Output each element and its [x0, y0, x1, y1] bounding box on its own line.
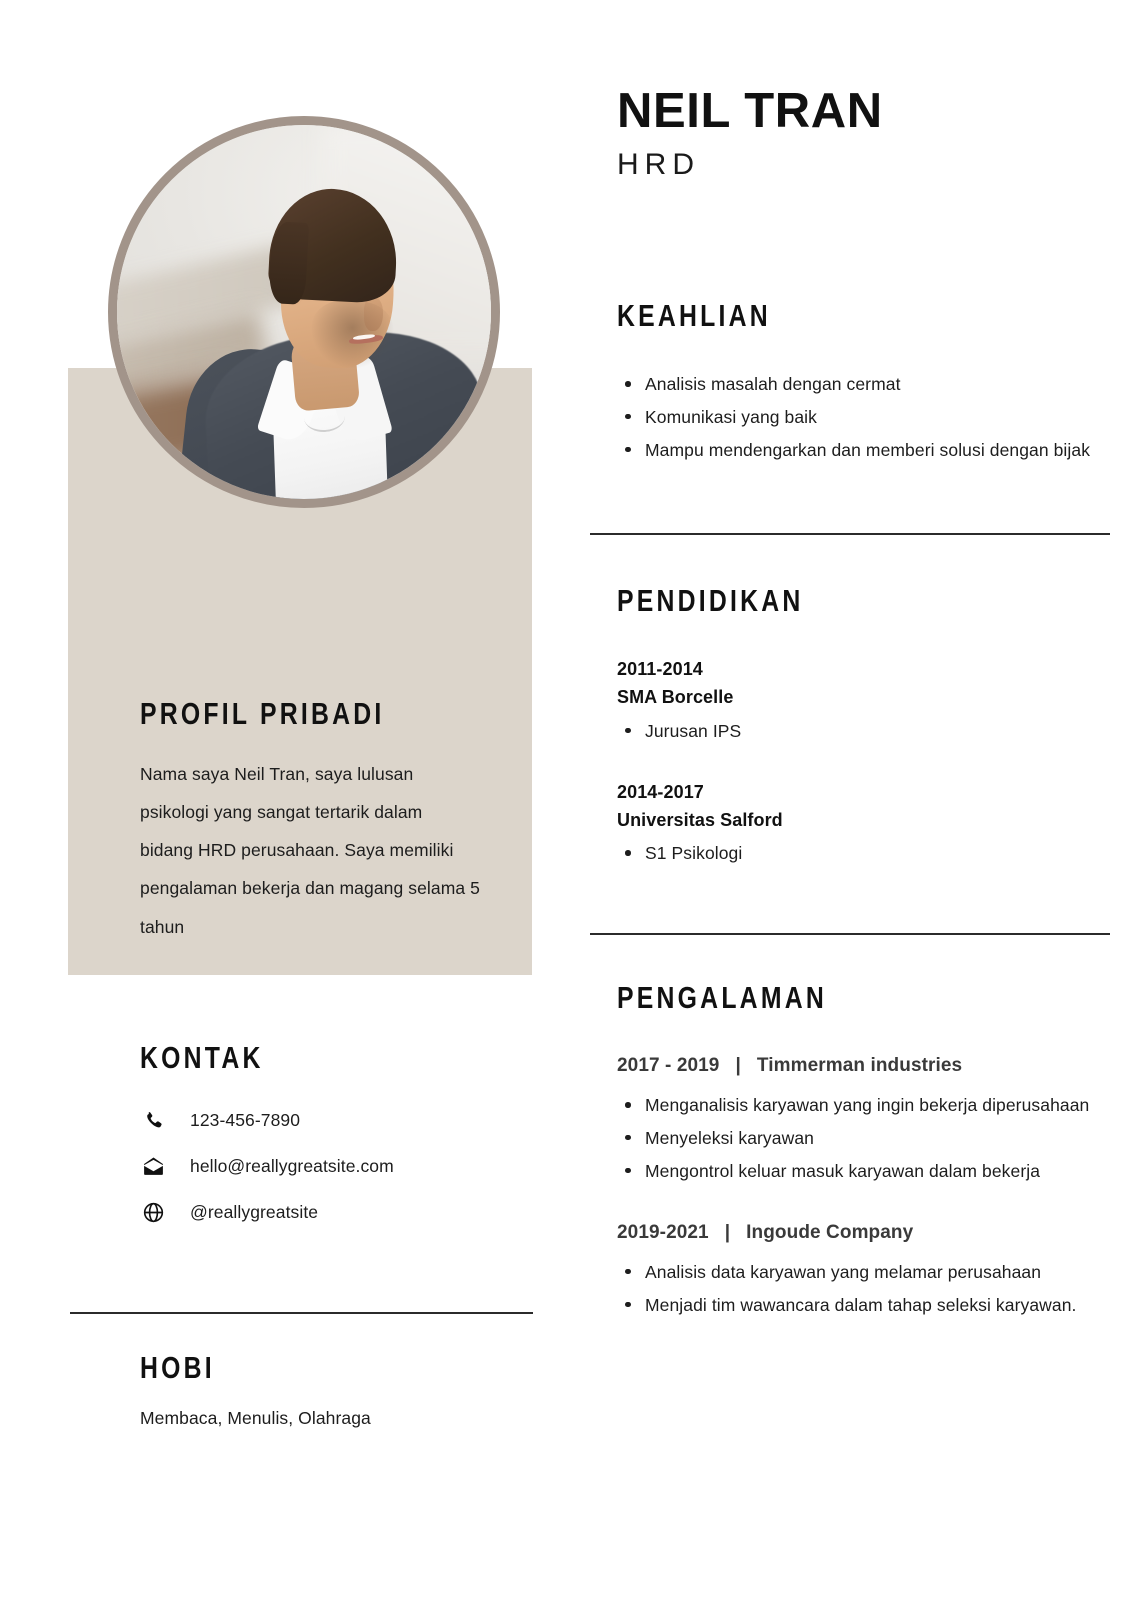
contact-section: [140, 1042, 520, 1245]
education-school: Universitas Salford: [617, 809, 783, 830]
list-item: [617, 779, 1117, 869]
experience-separator: |: [735, 1055, 741, 1076]
profile-description: Nama saya Neil Tran, saya lulusan psikologi yang sangat tertarik dalam bidang HRD perusahaan. Saya memiliki pengalaman bekerja dan magang selama 5 tahun: [140, 764, 480, 937]
avatar: [108, 116, 500, 508]
contact-item-phone[interactable]: [140, 1107, 520, 1133]
education-school: SMA Borcelle: [617, 686, 734, 707]
list-item: Komunikasi yang baik: [617, 403, 1117, 432]
list-item: Jurusan IPS: [617, 717, 1117, 746]
list-item: [617, 656, 1117, 746]
experience-detail-list: [617, 1091, 1117, 1186]
experience-entries: [617, 1055, 1117, 1319]
page-title: [617, 85, 883, 182]
list-item: Mampu mendengarkan dan memberi solusi dengan bijak: [617, 436, 1117, 465]
experience-company: Timmerman industries: [756, 1055, 963, 1076]
section-divider-skills-education: [590, 533, 1110, 535]
phone-icon: [140, 1107, 166, 1133]
experience-section: [617, 982, 1117, 1323]
profile-section: [140, 698, 480, 946]
portrait-photo: [117, 125, 491, 499]
list-item: Mengontrol keluar masuk karyawan dalam bekerja: [617, 1157, 1117, 1186]
section-divider-education-experience: [590, 933, 1110, 935]
list-item: Analisis data karyawan yang melamar perusahaan: [617, 1258, 1117, 1287]
contact-website-value: @reallygreatsite: [190, 1201, 319, 1222]
contact-list: [140, 1107, 520, 1225]
photo-nose: [364, 297, 383, 331]
hobby-section: [140, 1352, 520, 1429]
list-item: S1 Psikologi: [617, 839, 1117, 868]
contact-phone-value: 123-456-7890: [190, 1109, 301, 1130]
skills-section: [617, 300, 1117, 469]
contact-email-value: hello@reallygreatsite.com: [190, 1155, 394, 1176]
education-years: 2011-2014: [617, 659, 703, 679]
experience-header: [617, 1222, 1117, 1244]
education-section: [617, 585, 1117, 872]
profile-section-title: PROFIL PRIBADI: [140, 696, 385, 731]
list-item: Menganalisis karyawan yang ingin bekerja diperusahaan: [617, 1091, 1117, 1120]
list-item: Menyeleksi karyawan: [617, 1124, 1117, 1153]
hobby-list: Membaca, Menulis, Olahraga: [140, 1408, 371, 1428]
right-column: [560, 0, 1131, 1600]
education-section-title: PENDIDIKAN: [617, 583, 804, 618]
education-detail-list: [617, 839, 1117, 868]
globe-icon: [140, 1199, 166, 1225]
experience-years: 2017 - 2019: [617, 1055, 720, 1076]
education-years: 2014-2017: [617, 781, 704, 802]
list-item: [617, 1055, 1117, 1186]
experience-detail-list: [617, 1258, 1117, 1320]
experience-years: 2019-2021: [617, 1221, 709, 1243]
experience-separator: |: [724, 1221, 731, 1243]
left-column: [0, 0, 560, 1600]
candidate-role: HRD: [617, 147, 700, 181]
education-entries: [617, 656, 1117, 868]
skills-section-title: KEAHLIAN: [617, 298, 771, 333]
education-detail-list: [617, 717, 1117, 746]
contact-section-title: KONTAK: [140, 1040, 264, 1075]
contact-item-email[interactable]: [140, 1153, 520, 1179]
hobby-section-title: HOBI: [140, 1350, 215, 1385]
left-column-divider: [70, 1312, 533, 1314]
skills-list: [617, 370, 1117, 465]
list-item: Analisis masalah dengan cermat: [617, 370, 1117, 399]
list-item: Menjadi tim wawancara dalam tahap seleksi karyawan.: [617, 1291, 1117, 1320]
experience-section-title: PENGALAMAN: [617, 980, 827, 1015]
experience-company: Ingoude Company: [746, 1221, 914, 1243]
list-item: [617, 1222, 1117, 1320]
email-icon: [140, 1153, 166, 1179]
experience-header: [617, 1055, 1117, 1077]
candidate-name: NEIL TRAN: [617, 84, 883, 138]
contact-item-website[interactable]: [140, 1199, 520, 1225]
